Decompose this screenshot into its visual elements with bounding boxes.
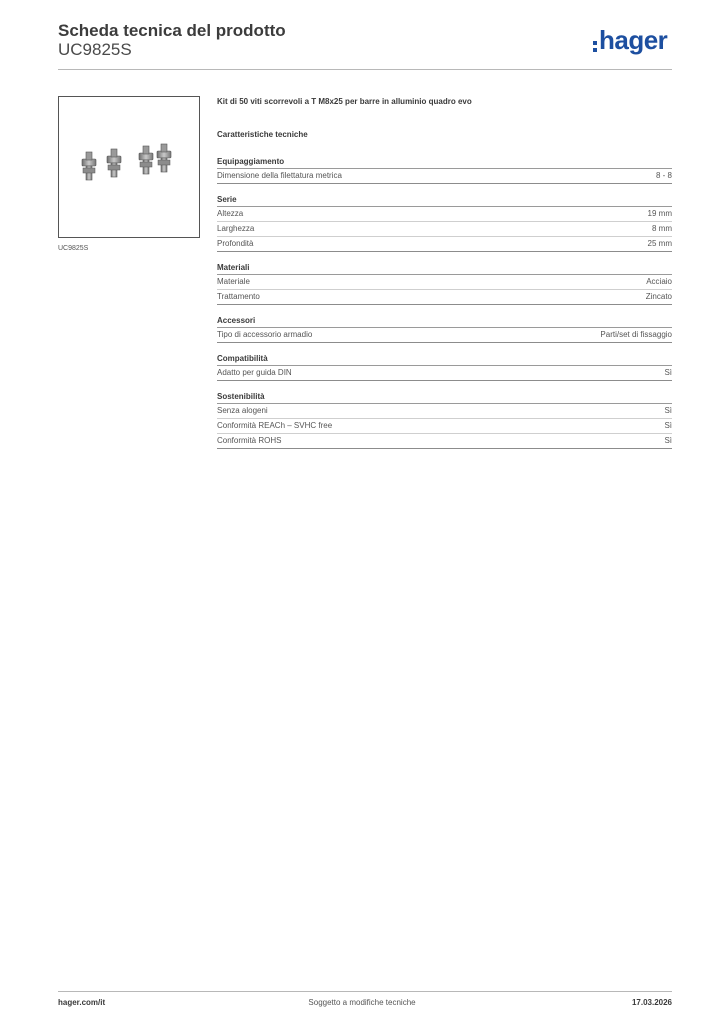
footer-notice: Soggetto a modifiche tecniche (308, 998, 416, 1007)
group-serie (217, 194, 672, 252)
table-row (217, 237, 672, 252)
table-row (217, 419, 672, 434)
section-heading: Caratteristiche tecniche (217, 130, 308, 139)
row-label: Adatto per guida DIN (217, 368, 292, 377)
row-value: Sì (664, 368, 672, 377)
logo-text: hager (599, 25, 668, 55)
table-row (217, 404, 672, 419)
group-title: Sostenibilità (217, 391, 672, 404)
table-row (217, 275, 672, 290)
group-title: Compatibilità (217, 353, 672, 366)
row-value: Sì (664, 406, 672, 415)
row-value: 8 mm (652, 224, 672, 233)
row-value: Parti/set di fissaggio (600, 330, 672, 339)
row-value: 25 mm (647, 239, 672, 248)
header-divider (58, 69, 672, 70)
row-value: 8 - 8 (655, 171, 672, 180)
table-row (217, 328, 672, 343)
table-row (217, 290, 672, 305)
row-label: Larghezza (217, 224, 255, 233)
product-image-frame (58, 96, 200, 238)
row-label: Tipo di accessorio armadio (217, 330, 313, 339)
group-title: Accessori (217, 315, 672, 328)
footer-date: 17.03.2026 (631, 998, 672, 1007)
row-label: Dimensione della filettatura metrica (217, 171, 342, 180)
group-materiali (217, 262, 672, 305)
footer-website-link[interactable]: hager.com/it (58, 998, 106, 1007)
group-compatibilita (217, 353, 672, 381)
table-row (217, 434, 672, 449)
spec-content (217, 97, 672, 449)
logo-dots-icon (593, 41, 597, 52)
row-label: Altezza (217, 209, 244, 218)
page-title: Scheda tecnica del prodotto (58, 21, 286, 40)
row-value: Acciaio (646, 277, 672, 286)
row-label: Conformità REACh – SVHC free (217, 421, 333, 430)
row-label: Profondità (217, 239, 254, 248)
row-label: Trattamento (217, 292, 260, 301)
group-accessori (217, 315, 672, 343)
group-sostenibilita (217, 391, 672, 449)
table-row (217, 207, 672, 222)
group-title: Materiali (217, 262, 672, 275)
image-caption: UC9825S (58, 245, 89, 252)
group-title: Serie (217, 194, 672, 207)
group-equipaggiamento (217, 156, 672, 184)
row-value: Zincato (645, 292, 672, 301)
product-code-subtitle: UC9825S (58, 40, 132, 59)
group-title: Equipaggiamento (217, 156, 672, 169)
row-value: 19 mm (647, 209, 672, 218)
row-value: Sì (664, 436, 672, 445)
table-row (217, 222, 672, 237)
row-label: Materiale (217, 277, 250, 286)
table-row (217, 366, 672, 381)
row-label: Senza alogeni (217, 406, 268, 415)
row-value: Sì (664, 421, 672, 430)
row-label: Conformità ROHS (217, 436, 282, 445)
footer-divider (58, 991, 672, 992)
table-row (217, 169, 672, 184)
hager-logo (593, 27, 667, 57)
product-description: Kit di 50 viti scorrevoli a T M8x25 per barre in alluminio quadro evo (217, 97, 472, 106)
screw-kit-photo-icon (59, 97, 199, 237)
